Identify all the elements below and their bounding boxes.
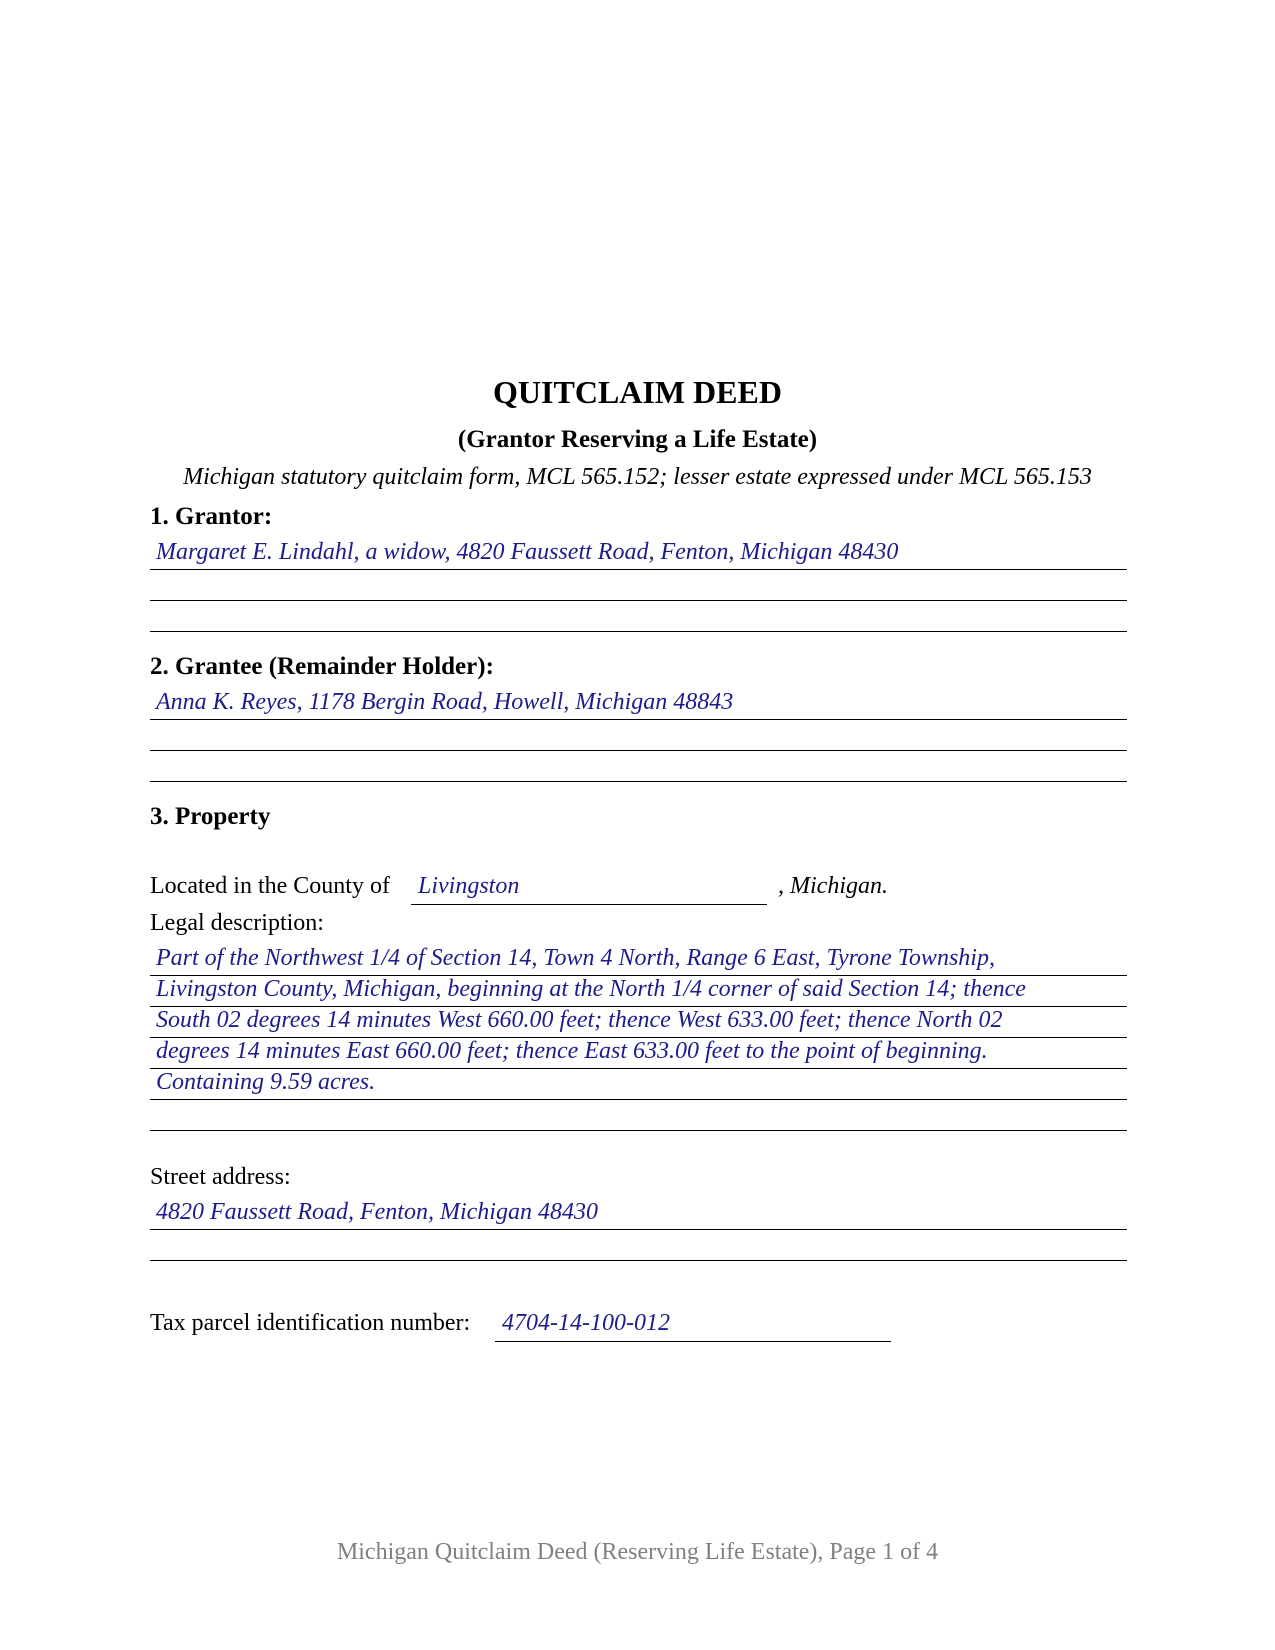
street-address-label: Street address: (150, 1164, 291, 1190)
legal-description-line[interactable]: Part of the Northwest 1/4 of Section 14, Town 4 North, Range 6 East, Tyrone Township, (156, 945, 995, 971)
property-heading: 3. Property (150, 803, 271, 830)
county-line (411, 904, 767, 905)
document-subtitle: (Grantor Reserving a Life Estate) (457, 426, 818, 453)
legal-description-label: Legal description: (150, 910, 324, 936)
grantee-line-3 (150, 781, 1127, 782)
tax-parcel-label: Tax parcel identification number: (150, 1310, 471, 1336)
legal-description-line[interactable]: South 02 degrees 14 minutes West 660.00 feet; thence West 633.00 feet; thence North 02 (156, 1007, 1003, 1033)
statute-note: Michigan statutory quitclaim form, MCL 565.152; lesser estate expressed under MCL 565.153 (183, 464, 1092, 490)
tax-parcel-value[interactable]: 4704-14-100-012 (502, 1310, 670, 1336)
grantee-line-2 (150, 750, 1127, 751)
document-title: QUITCLAIM DEED (493, 374, 782, 410)
county-value[interactable]: Livingston (418, 873, 520, 899)
grantor-value[interactable]: Margaret E. Lindahl, a widow, 4820 Faussett Road, Fenton, Michigan 48430 (156, 539, 899, 565)
street-line-2 (150, 1260, 1127, 1261)
legal-line-5 (150, 1099, 1127, 1100)
street-line-1 (150, 1229, 1127, 1230)
page-footer: Michigan Quitclaim Deed (Reserving Life Estate), Page 1 of 4 (336, 1539, 939, 1565)
street-address-value[interactable]: 4820 Faussett Road, Fenton, Michigan 48430 (156, 1199, 598, 1225)
legal-description-line[interactable]: Containing 9.59 acres. (156, 1069, 376, 1095)
grantor-line-2 (150, 600, 1127, 601)
grantor-line-3 (150, 631, 1127, 632)
grantee-line-1 (150, 719, 1127, 720)
county-suffix: , Michigan. (778, 873, 888, 899)
county-label: Located in the County of (150, 873, 390, 899)
grantee-value[interactable]: Anna K. Reyes, 1178 Bergin Road, Howell, Michigan 48843 (156, 689, 734, 715)
grantor-line-1 (150, 569, 1127, 570)
grantor-heading: 1. Grantor: (150, 503, 273, 530)
tax-parcel-line (495, 1341, 891, 1342)
legal-description-line[interactable]: Livingston County, Michigan, beginning at the North 1/4 corner of said Section 14; thence (156, 976, 1026, 1002)
legal-description-line[interactable]: degrees 14 minutes East 660.00 feet; thence East 633.00 feet to the point of beginning. (156, 1038, 988, 1064)
legal-line-6 (150, 1130, 1127, 1131)
grantee-heading: 2. Grantee (Remainder Holder): (150, 653, 494, 680)
